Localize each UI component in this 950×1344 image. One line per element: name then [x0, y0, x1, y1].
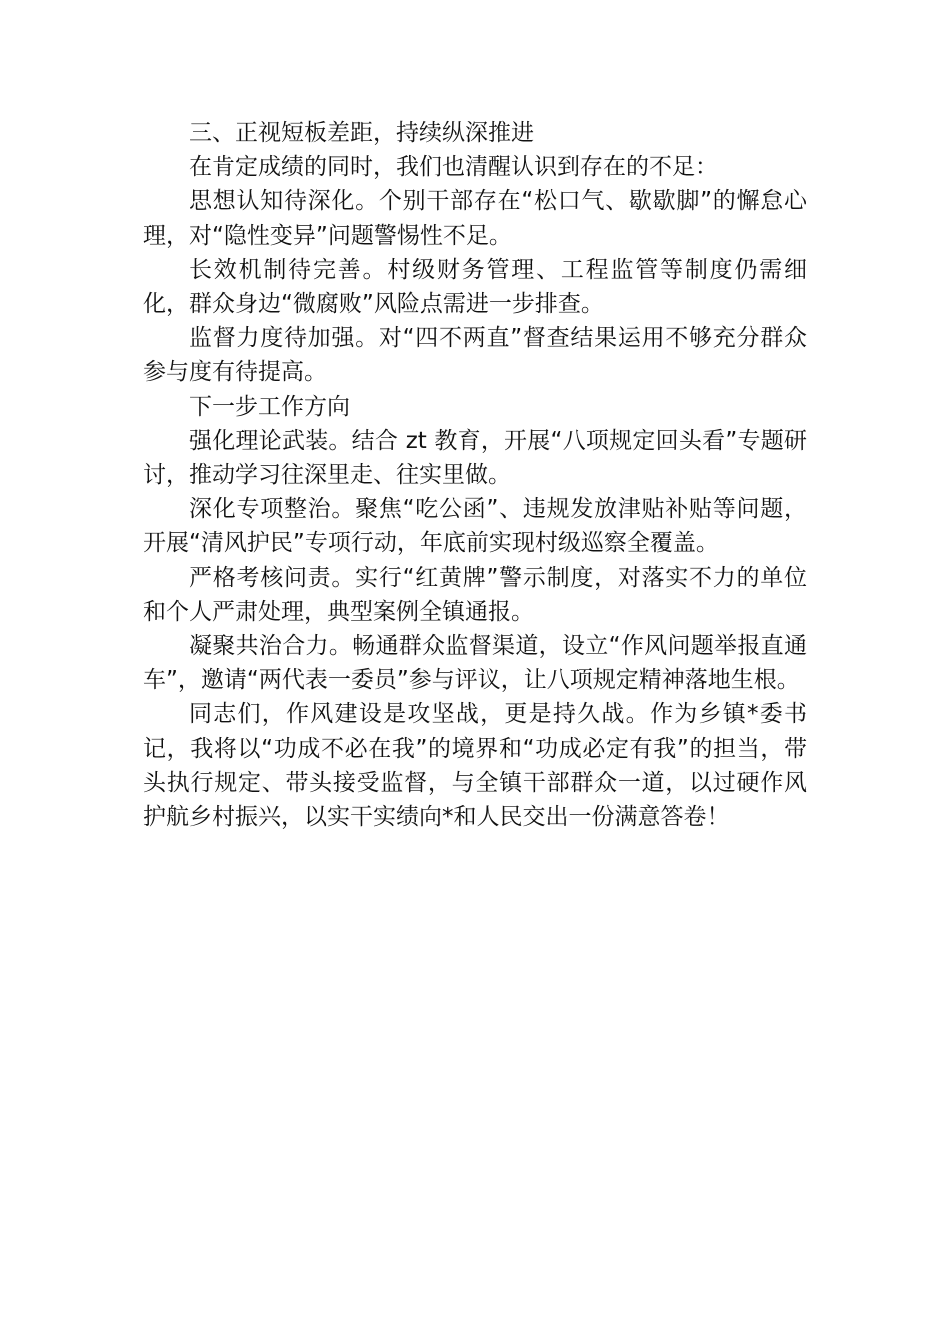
body-paragraph: 监督力度待加强。对“四不两直”督查结果运用不够充分群众参与度有待提高。 — [143, 325, 807, 386]
document-body — [143, 116, 807, 834]
body-paragraph: 思想认知待深化。个别干部存在“松口气、歇歇脚”的懈怠心理，对“隐性变异”问题警惕性不足。 — [143, 188, 807, 249]
body-paragraph: 在肯定成绩的同时，我们也清醒认识到存在的不足： — [189, 154, 718, 181]
body-paragraph: 强化理论武装。结合 zt 教育，开展“八项规定回头看”专题研讨，推动学习往深里走、往实里做。 — [143, 427, 807, 489]
body-paragraph: 长效机制待完善。村级财务管理、工程监管等制度仍需细化，群众身边“微腐败”风险点需进一步排查。 — [143, 256, 807, 318]
subsection-heading: 下一步工作方向 — [189, 393, 350, 420]
body-paragraph: 严格考核问责。实行“红黄牌”警示制度，对落实不力的单位和个人严肃处理，典型案例全镇通报。 — [143, 564, 807, 625]
closing-paragraph: 同志们，作风建设是攻坚战，更是持久战。作为乡镇*委书记，我将以“功成不必在我”的境界和“功成必定有我”的担当，带头执行规定、带头接受监督，与全镇干部群众一道，以过硬作风护航乡村振兴，以实干实绩向*和人民交出一份满意答卷！ — [143, 701, 807, 831]
body-paragraph: 凝聚共治合力。畅通群众监督渠道，设立“作风问题举报直通车”，邀请“两代表一委员”参与评议，让八项规定精神落地生根。 — [143, 633, 807, 694]
body-paragraph: 深化专项整治。聚焦“吃公函”、违规发放津贴补贴等问题，开展“清风护民”专项行动，年底前实现村级巡察全覆盖。 — [143, 496, 807, 557]
section-heading: 三、正视短板差距，持续纵深推进 — [189, 120, 534, 146]
